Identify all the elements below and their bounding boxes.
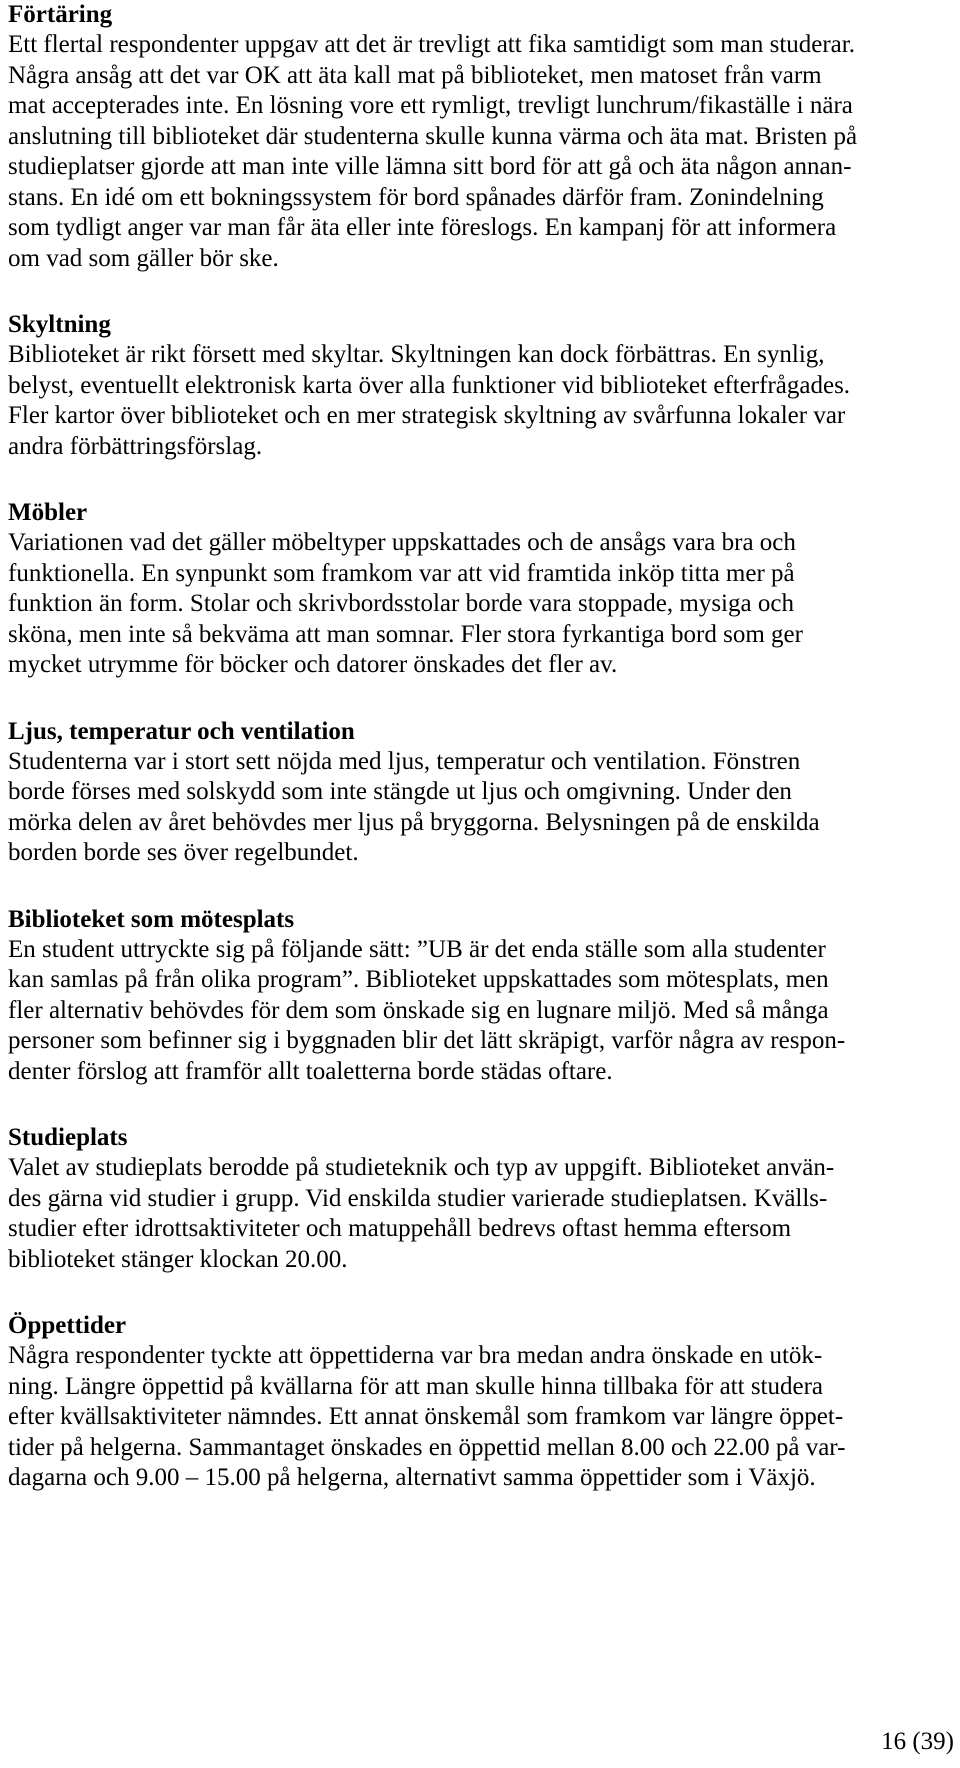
section-heading: Förtäring (8, 1, 113, 28)
text-line: tider på helgerna. Sammantaget önskades en öppettid mellan 8.00 och 22.00 på var- (8, 1433, 846, 1461)
text-line: Ett flertal respondenter uppgav att det är trevligt att fika samtidigt som man studerar. (8, 31, 855, 58)
page-number: 16 (39) (881, 1728, 954, 1755)
text-line: mörka delen av året behövdes mer ljus på bryggorna. Belysningen på de enskilda (8, 808, 820, 836)
text-line: Några respondenter tyckte att öppettiderna var bra medan andra önskade en utök- (8, 1342, 823, 1369)
text-line: andra förbättringsförslag. (8, 432, 263, 460)
section-heading: Ljus, temperatur och ventilation (8, 717, 355, 745)
text-line: Fler kartor över biblioteket och en mer strategisk skyltning av svårfunna lokaler var (8, 402, 846, 429)
text-line: Biblioteket är rikt försett med skyltar. Skyltningen kan dock förbättras. En synlig, (8, 341, 825, 368)
section-heading: Möbler (8, 499, 88, 526)
section-body (8, 340, 952, 462)
text-line: denter förslog att framför allt toaletterna borde städas oftare. (8, 1057, 613, 1085)
section-body (8, 1153, 952, 1275)
text-line: sköna, men inte så bekväma att man somnar. Fler stora fyrkantiga bord som ger (8, 620, 803, 648)
text-line: belyst, eventuellt elektronisk karta över alla funktioner vid biblioteket efterfrågades. (8, 371, 851, 399)
text-line: ning. Längre öppettid på kvällarna för att man skulle hinna tillbaka för att studera (8, 1372, 824, 1400)
text-line: funktion än form. Stolar och skrivbordsstolar borde vara stoppade, mysiga och (8, 590, 794, 617)
section-heading: Öppettider (8, 1312, 127, 1339)
text-line: mycket utrymme för böcker och datorer önskades det fler av. (8, 651, 618, 678)
section-studieplats (8, 1123, 952, 1275)
text-line: om vad som gäller bör ske. (8, 244, 279, 272)
section-fortaring (8, 0, 952, 274)
text-line: Valet av studieplats berodde på studieteknik och typ av uppgift. Biblioteket använ- (8, 1154, 835, 1181)
section-heading: Biblioteket som mötesplats (8, 905, 295, 933)
section-skyltning (8, 310, 952, 462)
text-line: En student uttryckte sig på följande sätt: ”UB är det enda ställe som alla studenter (8, 935, 826, 963)
section-motesplats (8, 905, 952, 1088)
section-mobler (8, 498, 952, 681)
section-body (8, 1341, 952, 1494)
text-line: studier efter idrottsaktiviteter och matuppehåll bedrevs oftast hemma eftersom (8, 1215, 792, 1242)
text-line: borden borde ses över regelbundet. (8, 839, 359, 866)
text-line: studieplatser gjorde att man inte ville lämna sitt bord för att gå och äta någon annan- (8, 153, 852, 180)
text-line: kan samlas på från olika program”. Biblioteket uppskattades som mötesplats, men (8, 966, 829, 993)
section-body (8, 30, 952, 274)
section-ljus (8, 717, 952, 869)
text-line: mat accepterades inte. En lösning vore ett rymligt, trevligt lunchrum/fikaställe i nära (8, 92, 853, 119)
text-line: som tydligt anger var man får äta eller inte föreslogs. En kampanj för att informera (8, 214, 837, 241)
text-line: dagarna och 9.00 – 15.00 på helgerna, alternativt samma öppettider som i Växjö. (8, 1464, 816, 1491)
text-line: borde förses med solskydd som inte stängde ut ljus och omgivning. Under den (8, 778, 792, 805)
text-line: Studenterna var i stort sett nöjda med ljus, temperatur och ventilation. Fönstren (8, 747, 801, 775)
text-line: stans. En idé om ett bokningssystem för bord spånades därför fram. Zonindelning (8, 183, 824, 211)
document-page (8, 0, 952, 1494)
text-line: Variationen vad det gäller möbeltyper uppskattades och de ansågs vara bra och (8, 529, 796, 556)
text-line: personer som befinner sig i byggnaden blir det lätt skräpigt, varför några av respon- (8, 1027, 846, 1054)
text-line: efter kvällsaktiviteter nämndes. Ett annat önskemål som framkom var längre öppet- (8, 1403, 844, 1430)
text-line: biblioteket stänger klockan 20.00. (8, 1245, 348, 1273)
section-body (8, 747, 952, 869)
text-line: anslutning till biblioteket där studenterna skulle kunna värma och äta mat. Bristen på (8, 122, 858, 150)
text-line: fler alternativ behövdes för dem som önskade sig en lugnare miljö. Med så många (8, 996, 829, 1024)
section-heading: Studieplats (8, 1124, 128, 1151)
text-line: funktionella. En synpunkt som framkom var att vid framtida inköp titta mer på (8, 559, 795, 587)
text-line: Några ansåg att det var OK att äta kall mat på biblioteket, men matoset från varm (8, 61, 822, 89)
section-body (8, 528, 952, 681)
section-body (8, 935, 952, 1088)
section-heading: Skyltning (8, 311, 111, 338)
text-line: des gärna vid studier i grupp. Vid enskilda studier varierade studieplatsen. Kvälls- (8, 1184, 828, 1212)
section-oppettider (8, 1311, 952, 1494)
